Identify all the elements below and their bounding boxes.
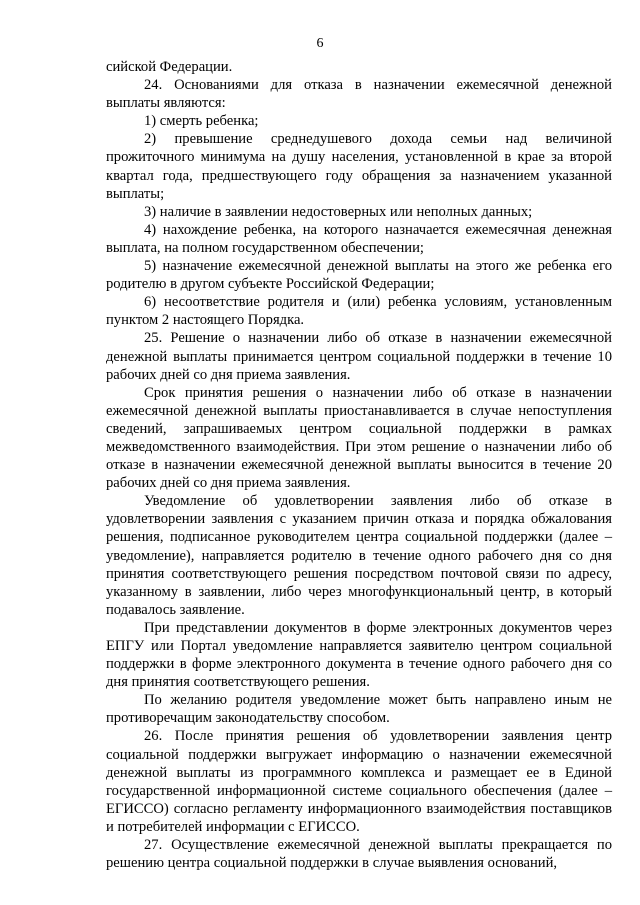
paragraph-item-25: 25. Решение о назначении либо об отказе в назначении ежемесячной денежной выплаты принимается центром социальной поддержки в течение 10 рабочих дней со дня приема заявления. [106,330,612,383]
list-item-5: 5) назначение ежемесячной денежной выплаты на этого же ребенка его родителю в другом субъекте Российской Федерации; [106,258,612,293]
paragraph-item-24: 24. Основаниями для отказа в назначении ежемесячной денежной выплаты являются: [106,77,612,112]
list-item-1: 1) смерть ребенка; [144,113,259,130]
list-item-6: 6) несоответствие родителя и (или) ребенка условиям, установленным пунктом 2 настоящего Порядка. [106,294,612,329]
paragraph-item-27: 27. Осуществление ежемесячной денежной выплаты прекращается по решению центра социальной поддержки в случае выявления оснований, [106,837,612,872]
paragraph-electronic-notification: При представлении документов в форме электронных документов через ЕПГУ или Портал уведомление направляется заявителю центром социальной поддержки в форме электронного документа в течение одного рабочего дня со дня принятия соответствующего решения. [106,619,612,691]
list-item-4: 4) нахождение ребенка, на которого назначается ежемесячная денежная выплата, на полном государственном обеспечении; [106,221,612,256]
document-body [106,58,612,872]
list-item-3: 3) наличие в заявлении недостоверных или неполных данных; [144,203,533,220]
paragraph-continuation: сийской Федерации. [106,59,233,75]
paragraph-notification: Уведомление об удовлетворении заявления либо об отказе в удовлетворении заявления с указанием причин отказа и порядка обжалования решения, подписанное руководителем центра социальной поддержки (далее – уведомление), направляется родителю в течение одного рабочего дня со дня принятия соответствующего решения посредством почтовой связи по адресу, указанному в заявлении, либо через многофункциональный центр, в который подавалось заявление. [106,493,612,618]
paragraph-other-method: По желанию родителя уведомление может быть направлено иным не противоречащим законодательству способом. [106,692,612,727]
paragraph-decision-term: Срок принятия решения о назначении либо об отказе в назначении ежемесячной денежной выплаты приостанавливается в случае непоступления сведений, запрашиваемых центром социальной поддержки в рамках межведомственного взаимодействия. При этом решение о назначении либо об отказе в назначении ежемесячной денежной выплаты выносится в течение 20 рабочих дней со дня приема заявления. [106,384,612,492]
paragraph-item-26: 26. После принятия решения об удовлетворении заявления центр социальной поддержки выгружает информацию о назначении ежемесячной денежной выплаты из программного комплекса и размещает ее в Единой государственной информационной системе социального обеспечения (далее – ЕГИССО) согласно регламенту информационного взаимодействия поставщиков и потребителей информации с ЕГИССО. [106,728,612,835]
list-item-2: 2) превышение среднедушевого дохода семьи над величиной прожиточного минимума на душу населения, установленной в крае за второй квартал года, предшествующего году обращения за назначением указанной выплаты; [106,131,612,202]
page-number: 6 [316,36,324,51]
